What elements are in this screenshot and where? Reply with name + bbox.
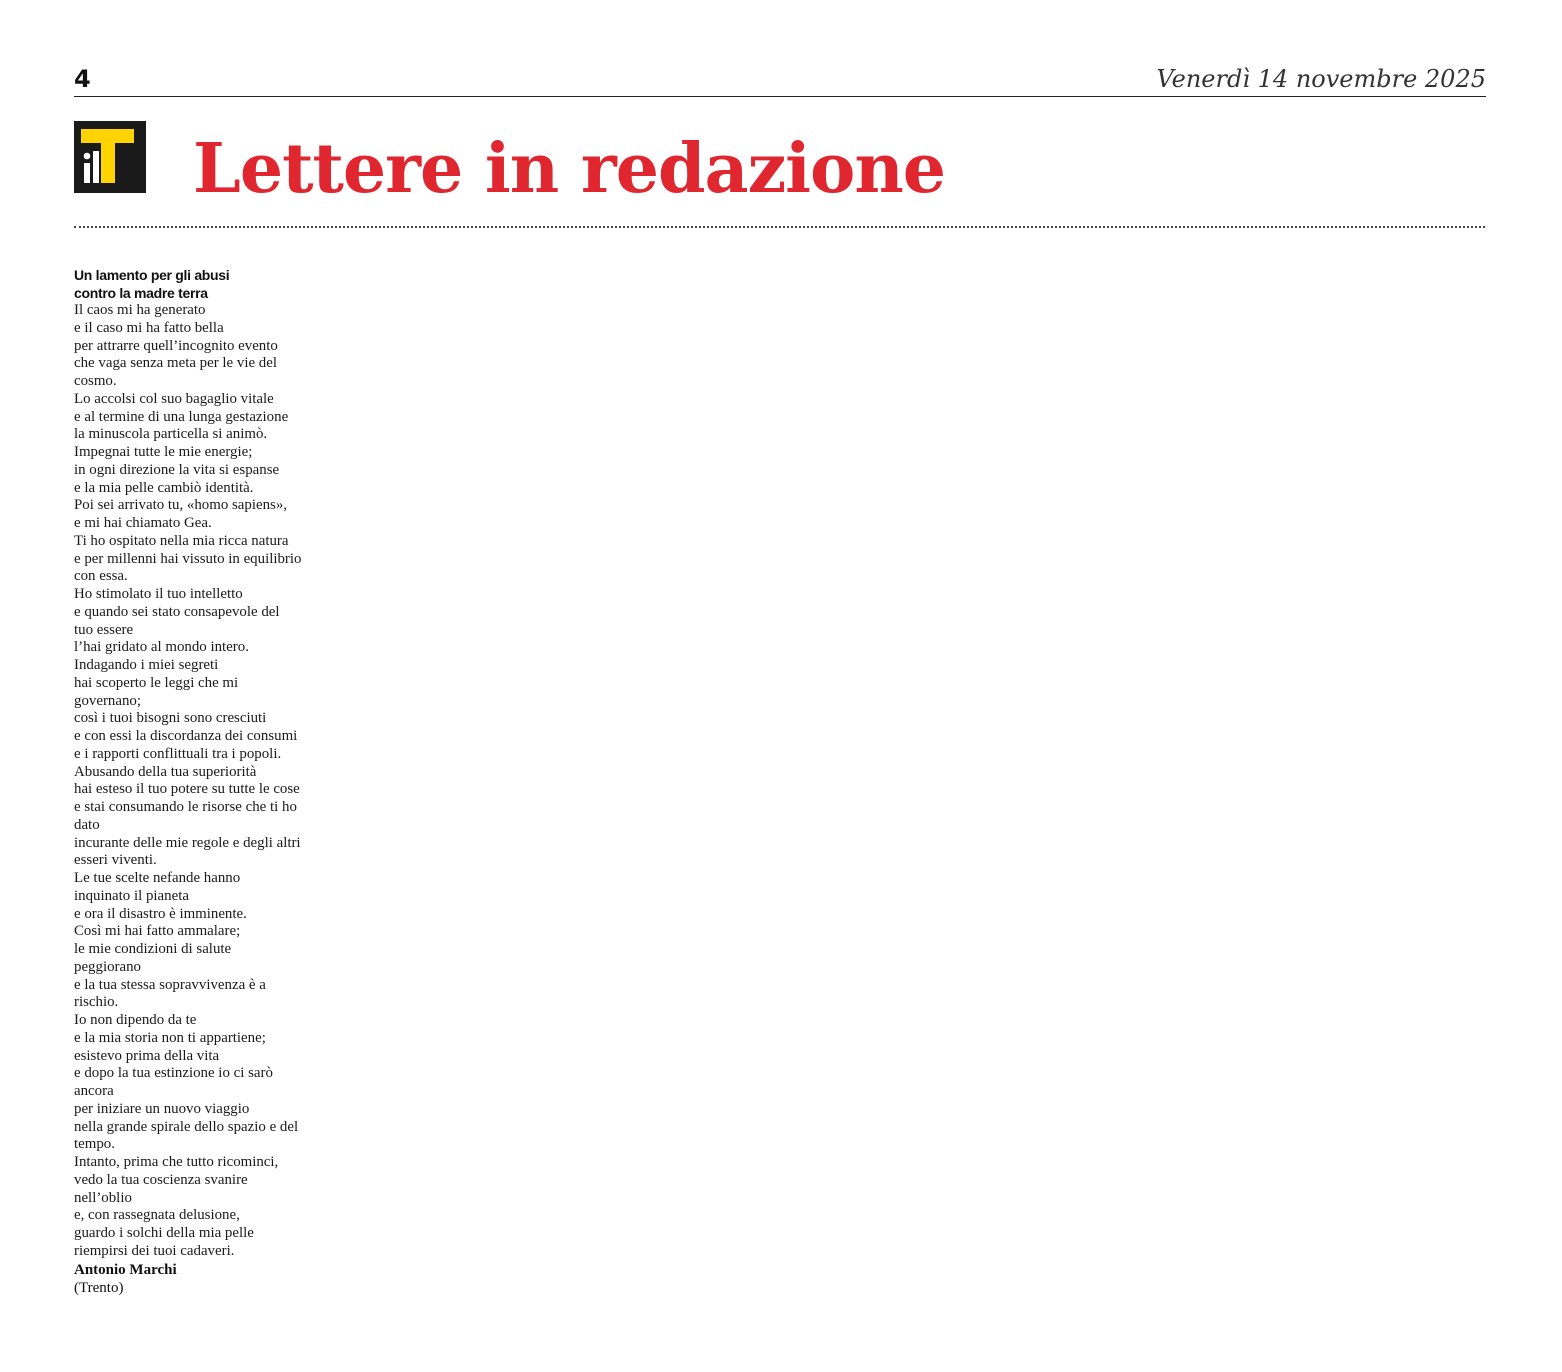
letter-body-line: e quando sei stato consapevole del — [74, 603, 280, 620]
letter-body-line: hai scoperto le leggi che mi — [74, 674, 239, 691]
letter-body-line: l’hai gridato al mondo intero. — [74, 639, 249, 656]
logo-t-stem — [101, 129, 115, 183]
letter-body-line: e stai consumando le risorse che ti ho — [74, 799, 297, 815]
letter-body-line: Poi sei arrivato tu, «homo sapiens», — [74, 497, 287, 514]
letter-body-line: e al termine di una lunga gestazione — [74, 408, 289, 425]
letter-body-line: Abusando della tua superiorità — [74, 763, 257, 780]
letter-body-line: Così mi hai fatto ammalare; — [74, 923, 241, 940]
logo-i-dot — [84, 153, 91, 160]
letter-body-line: e per millenni hai vissuto in equilibrio — [74, 550, 302, 567]
letter-body-line: Le tue scelte nefande hanno — [74, 870, 241, 886]
letter-title — [74, 266, 346, 302]
letter-body-line: nella grande spirale dello spazio e del — [74, 1118, 299, 1135]
letter-body-line: hai esteso il tuo potere su tutte le cose — [74, 781, 300, 798]
letter-body-line: con essa. — [74, 568, 128, 585]
letter-body-line: e con essi la discordanza dei consumi — [74, 728, 298, 744]
letter-body-line: per attrarre quell’incognito evento — [74, 337, 278, 354]
letter-body-line: vedo la tua coscienza svanire — [74, 1171, 248, 1188]
letter-body-line: e la mia storia non ti appartiene; — [74, 1029, 266, 1046]
letter-body — [74, 302, 346, 1261]
letter-body-line: tempo. — [74, 1136, 115, 1153]
letter-body-line: Io non dipendo da te — [74, 1012, 197, 1028]
letter-body-line: e i rapporti conflittuali tra i popoli. — [74, 745, 282, 762]
letter-body-line: nell’oblio — [74, 1189, 132, 1206]
dotted-separator — [74, 226, 1485, 228]
letter-body-line: Indagando i miei segreti — [74, 657, 219, 673]
newspaper-logo — [74, 121, 146, 193]
letter-body-line: guardo i solchi della mia pelle — [74, 1225, 254, 1241]
letter-body-line: in ogni direzione la vita si espanse — [74, 461, 280, 478]
letter-body-line: governano; — [74, 692, 141, 709]
letter-body-line: e la tua stessa sopravvivenza è a — [74, 976, 266, 993]
letter-body-line: così i tuoi bisogni sono cresciuti — [74, 710, 267, 727]
letter-title-line: Un lamento per gli abusi — [74, 267, 230, 283]
letter-body-line: riempirsi dei tuoi cadaveri. — [74, 1242, 235, 1259]
letter-body-line: e dopo la tua estinzione io ci sarò — [74, 1065, 273, 1082]
logo-i-stem — [84, 163, 90, 183]
letter-body-line: e il caso mi ha fatto bella — [74, 319, 224, 336]
letter-body-line: Lo accolsi col suo bagaglio vitale — [74, 390, 274, 407]
letter-body-line: cosmo. — [74, 373, 117, 389]
letter-body-line: Impegnai tutte le mie energie; — [74, 444, 253, 460]
letter-body-line: Ho stimolato il tuo intelletto — [74, 586, 243, 602]
page-header — [74, 64, 1486, 97]
letter-body-line: le mie condizioni di salute — [74, 941, 232, 957]
logo-l-stem — [93, 151, 99, 183]
letter-body-line: e ora il disastro è imminente. — [74, 905, 247, 922]
letter-body-line: la minuscola particella si animò. — [74, 426, 268, 443]
letter-body-line: esistevo prima della vita — [74, 1047, 220, 1064]
letter-body-line: per iniziare un nuovo viaggio — [74, 1100, 250, 1117]
page-number: 4 — [74, 65, 91, 93]
letter-body-line: esseri viventi. — [74, 852, 157, 869]
letter-body-line: tuo essere — [74, 621, 134, 638]
letter-body-line: incurante delle mie regole e degli altri — [74, 834, 301, 851]
letter-author: Antonio Marchi — [74, 1261, 177, 1278]
section-title: Lettere in redazione — [193, 129, 946, 209]
issue-date: Venerdì 14 novembre 2025 — [1156, 65, 1486, 93]
letter-body-line: e mi hai chiamato Gea. — [74, 515, 212, 531]
letter-body-line: peggiorano — [74, 958, 141, 975]
letter-body-line: inquinato il pianeta — [74, 887, 189, 904]
letter-body-line: dato — [74, 816, 100, 833]
letter-article — [74, 266, 346, 1297]
letter-body-line: Intanto, prima che tutto ricominci, — [74, 1154, 279, 1170]
letter-body-line: che vaga senza meta per le vie del — [74, 355, 277, 372]
letter-body-line: rischio. — [74, 994, 119, 1011]
letter-location: (Trento) — [74, 1279, 124, 1296]
letter-body-line: Ti ho ospitato nella mia ricca natura — [74, 532, 289, 549]
letter-body-line: e la mia pelle cambiò identità. — [74, 479, 254, 496]
letter-title-line: contro la madre terra — [74, 285, 208, 301]
letter-body-line: e, con rassegnata delusione, — [74, 1207, 240, 1224]
letter-body-line: Il caos mi ha generato — [74, 302, 206, 318]
letter-body-line: ancora — [74, 1083, 114, 1099]
